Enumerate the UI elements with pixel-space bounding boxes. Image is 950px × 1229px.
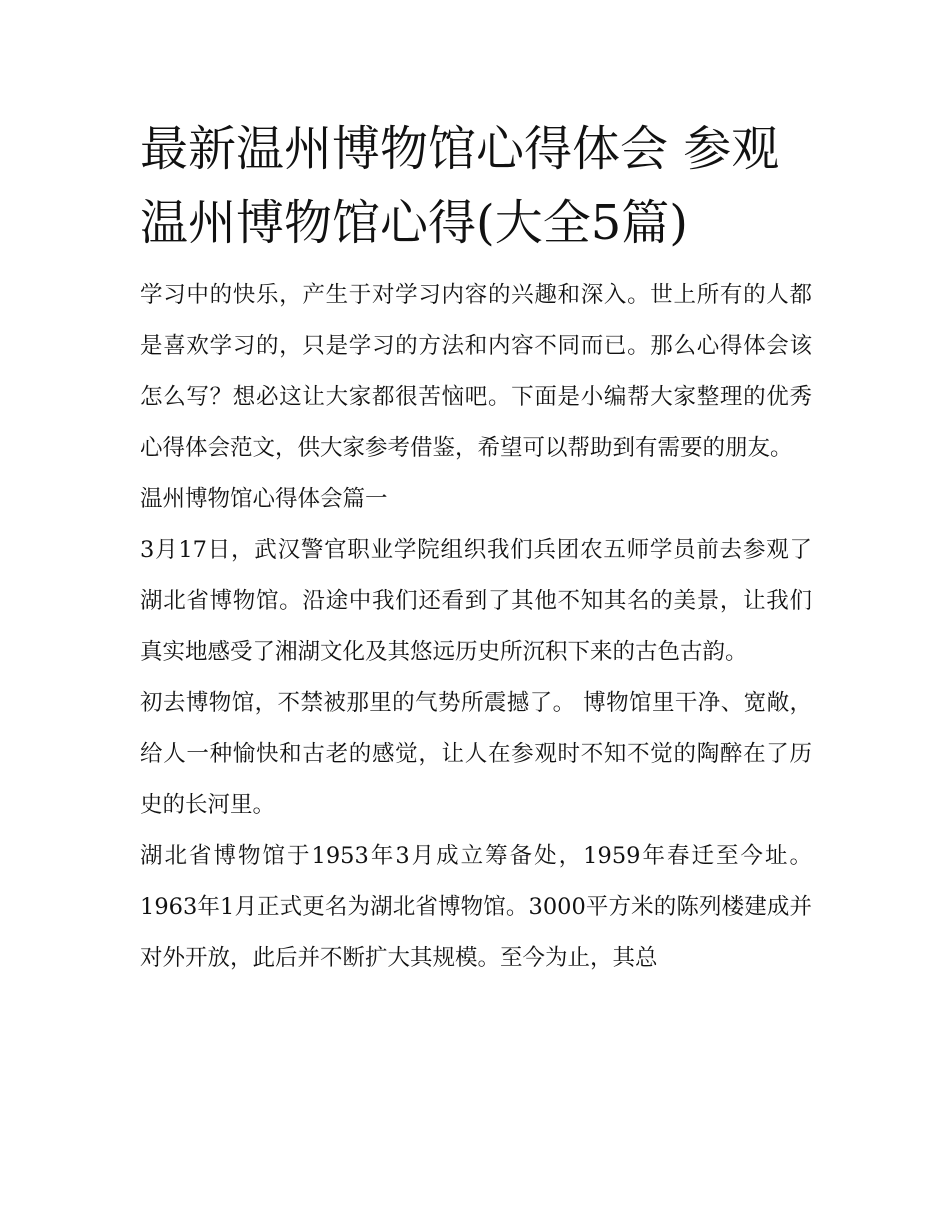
document-title: 最新温州博物馆心得体会 参观温州博物馆心得(大全5篇) [140, 121, 780, 251]
body-paragraph-2: 初去博物馆，不禁被那里的气势所震撼了。 博物馆里干净、宽敞，给人一种愉快和古老的感觉，让人在参观时不知不觉的陶醉在了历史的长河里。 [140, 690, 812, 818]
document-page [140, 112, 812, 984]
intro-paragraph: 学习中的快乐，产生于对学习内容的兴趣和深入。世上所有的人都是喜欢学习的，只是学习的方法和内容不同而已。那么心得体会该怎么写？想必这让大家都很苦恼吧。下面是小编帮大家整理的优秀心得体会范文，供大家参考借鉴，希望可以帮助到有需要的朋友。 [140, 282, 812, 461]
section-heading: 温州博物馆心得体会篇一 [140, 486, 388, 512]
body-paragraph-3: 湖北省博物馆于1953年3月成立筹备处，1959年春迁至今址。1963年1月正式更名为湖北省博物馆。3000平方米的陈列楼建成并对外开放，此后并不断扩大其规模。至今为止，其总 [140, 843, 812, 971]
body-paragraph-1: 3月17日，武汉警官职业学院组织我们兵团农五师学员前去参观了湖北省博物馆。沿途中我们还看到了其他不知其名的美景，让我们真实地感受了湘湖文化及其悠远历史所沉积下来的古色古韵。 [140, 537, 812, 665]
